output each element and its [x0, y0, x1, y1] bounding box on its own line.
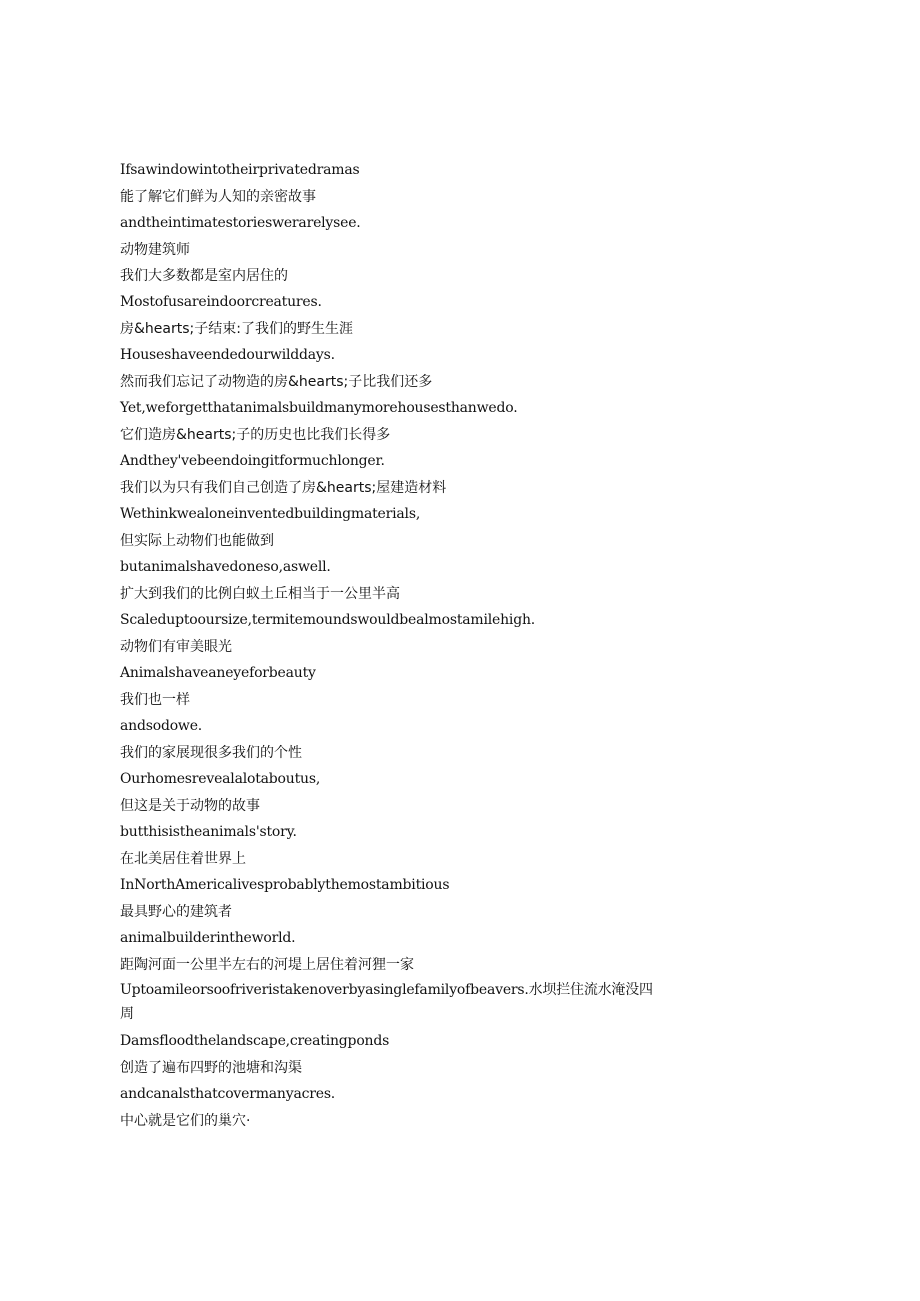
text-line-en: Animalshaveaneyeforbeauty — [120, 665, 316, 681]
section-heading: 动物建筑师 — [120, 242, 190, 258]
text-line-zh: 但这是关于动物的故事 — [120, 798, 260, 814]
text-line-en: andsodowe. — [120, 718, 203, 734]
text-line-zh: 我们大多数都是室内居住的 — [120, 268, 288, 284]
text-line-en: Andthey'vebeendoingitformuchlonger. — [120, 453, 385, 469]
text-line-en: Ifsawindowintotheirprivatedramas — [120, 162, 360, 178]
document-body — [120, 157, 660, 1134]
text-line-en: andcanalsthatcovermanyacres. — [120, 1086, 336, 1102]
text-line-en: Damsfloodthelandscape,creatingponds — [120, 1033, 390, 1049]
text-line-zh: 它们造房&hearts;子的历史也比我们长得多 — [120, 427, 391, 443]
text-line-en: Scaleduptooursize,termitemoundswouldbealmostamilehigh. — [120, 612, 536, 628]
text-line-en: Yet,weforgetthatanimalsbuildmanymorehousesthanwedo. — [120, 400, 518, 416]
text-line-en: InNorthAmericalivesprobablythemostambitious — [120, 877, 450, 893]
text-line-zh: 中心就是它们的巢穴· — [120, 1113, 251, 1129]
text-line-zh: 然而我们忘记了动物造的房&hearts;子比我们还多 — [120, 374, 433, 390]
text-line-zh: 最具野心的建筑者 — [120, 904, 232, 920]
text-line-zh: 房&hearts;子结束:了我们的野生生涯 — [120, 321, 353, 337]
text-line-en: Mostofusareindoorcreatures. — [120, 294, 322, 310]
text-line-zh: 动物们有审美眼光 — [120, 639, 232, 655]
text-line-en: butanimalshavedoneso,aswell. — [120, 559, 331, 575]
text-line-en: Ourhomesrevealalotaboutus, — [120, 771, 321, 787]
text-line-mixed: Uptoamileorsoofriveristakenoverbyasinglefamilyofbeavers.水坝拦住流水淹没四周 — [120, 982, 653, 1022]
text-line-zh: 在北美居住着世界上 — [120, 851, 246, 867]
text-line-en: Houseshaveendedourwilddays. — [120, 347, 335, 363]
text-line-zh: 创造了遍布四野的池塘和沟渠 — [120, 1060, 302, 1076]
text-line-zh: 但实际上动物们也能做到 — [120, 533, 274, 549]
text-line-zh: 我们以为只有我们自己创造了房&hearts;屋建造材料 — [120, 480, 447, 496]
text-line-zh: 我们也一样 — [120, 692, 190, 708]
text-line-zh: 扩大到我们的比例白蚁土丘相当于一公里半高 — [120, 586, 400, 602]
text-line-en: Wethinkwealoneinventedbuildingmaterials, — [120, 506, 421, 522]
text-line-en: animalbuilderintheworld. — [120, 930, 296, 946]
text-line-en: butthisistheanimals'story. — [120, 824, 297, 840]
text-line-zh: 能了解它们鲜为人知的亲密故事 — [120, 189, 316, 205]
text-line-zh: 距陶河面一公里半左右的河堤上居住着河狸一家 — [120, 957, 414, 973]
text-line-zh: 我们的家展现很多我们的个性 — [120, 745, 302, 761]
text-line-en: andtheintimatestorieswerarelysee. — [120, 215, 361, 231]
